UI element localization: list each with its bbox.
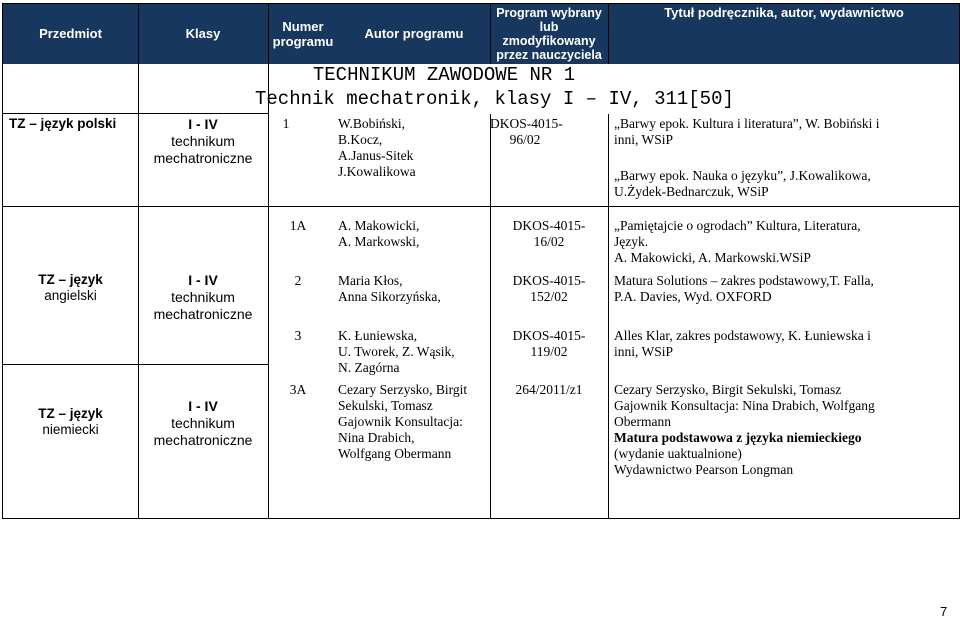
german-number: 3A <box>289 382 307 397</box>
english-row-1-number: 1A <box>289 218 307 233</box>
polish-textbook-1: „Barwy epok. Kultura i literatura”, W. Bobiński i inni, WSiP <box>614 116 880 147</box>
german-textbook-bold: Matura podstawowa z języka niemieckiego <box>614 430 862 445</box>
header-program-chosen: Program wybrany lub zmodyfikowany przez nauczyciela <box>496 5 602 62</box>
english-row-2-program: DKOS-4015- 152/02 <box>512 273 586 304</box>
row-line-1 <box>3 113 268 114</box>
english-row-3-authors: K. Łuniewska, U. Tworek, Z. Wąsik, N. Zagórna <box>338 328 455 375</box>
german-classes: I - IV technikum mechatroniczne <box>153 398 253 448</box>
row-line-3 <box>3 364 268 365</box>
header-program-author: Autor programu <box>364 26 464 41</box>
polish-program: DKOS-4015- 96/02 <box>490 116 563 147</box>
col-line-3 <box>490 114 491 519</box>
english-row-2-number: 2 <box>294 273 302 288</box>
german-program: 264/2011/z1 <box>515 382 583 397</box>
english-classes: I - IV technikum mechatroniczne <box>153 272 253 322</box>
english-row-2-textbook: Matura Solutions – zakres podstawowy,T. Falla, P.A. Davies, Wyd. OXFORD <box>614 273 874 304</box>
polish-number: 1 <box>282 116 290 131</box>
english-row-3-number: 3 <box>294 328 302 343</box>
col-line-4-top <box>608 3 609 64</box>
english-row-1-textbook: „Pamiętajcie o ogrodach” Kultura, Literatura, Język. A. Makowicki, A. Markowski.WSiP <box>614 218 861 265</box>
polish-classes: I - IV technikum mechatroniczne <box>153 116 253 166</box>
header-textbook: Tytuł podręcznika, autor, wydawnictwo <box>664 5 904 20</box>
col-line-3-top <box>490 3 491 64</box>
header-subject: Przedmiot <box>39 26 102 41</box>
border-left <box>2 3 3 519</box>
banner-line-2: Technik mechatronik, klasy I – IV, 311[50] <box>255 88 734 110</box>
header-program-number: Numer programu <box>272 18 334 49</box>
row-line-2 <box>3 206 960 207</box>
english-subject: TZ – język angielski <box>38 272 103 303</box>
english-row-3-program: DKOS-4015- 119/02 <box>512 328 586 359</box>
english-row-3-textbook: Alles Klar, zakres podstawowy, K. Łuniewska i inni, WSiP <box>614 328 871 359</box>
german-textbook: Cezary Serzysko, Birgit Sekulski, Tomasz Gajownik Konsultacja: Nina Drabich, Wolfgang Obermann Matura podstawowa z języka niemieckiego (wydanie uaktualnione) Wydawnictwo Pearson Longman <box>614 382 875 477</box>
banner-line-1: TECHNIKUM ZAWODOWE NR 1 <box>312 64 576 86</box>
header-classes: Klasy <box>185 26 221 41</box>
german-subject: TZ – język niemiecki <box>38 406 103 437</box>
polish-textbook-2: „Barwy epok. Nauka o języku”, J.Kowalikowa, U.Żydek-Bednarczuk, WSiP <box>614 168 871 199</box>
english-row-2-authors: Maria Kłos, Anna Sikorzyńska, <box>338 273 441 304</box>
border-top <box>3 3 960 4</box>
english-row-1-program: DKOS-4015- 16/02 <box>512 218 586 249</box>
polish-authors: W.Bobiński, B.Kocz, A.Janus-Sitek J.Kowalikowa <box>338 116 416 179</box>
col-line-4 <box>608 114 609 519</box>
polish-subject: TZ – język polski <box>9 116 117 131</box>
page-number: 7 <box>940 604 948 619</box>
border-bottom <box>2 518 960 519</box>
german-authors: Cezary Serzysko, Birgit Sekulski, Tomasz Gajownik Konsultacja: Nina Drabich, Wolfgang Obermann <box>338 382 468 461</box>
english-row-1-authors: A. Makowicki, A. Markowski, <box>338 218 420 249</box>
